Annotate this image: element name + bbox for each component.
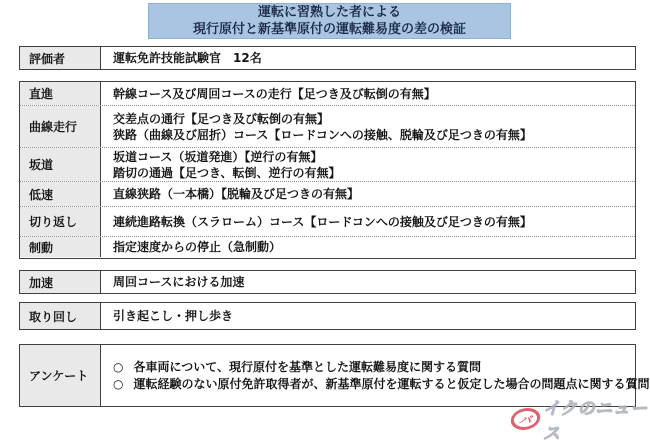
table-row-straight xyxy=(20,82,635,105)
row-content xyxy=(101,303,635,329)
course-evaluation-table xyxy=(19,81,636,259)
table-row-slope xyxy=(20,147,635,181)
survey-item-text: 各車両について、現行原付を基準とした運転難易度に関する質問 xyxy=(133,359,482,374)
row-line: 狭路（曲線及び屈折）コース【ロードコンへの接触、脱輪及び足つきの有無】 xyxy=(113,127,532,142)
bike-news-logo-icon xyxy=(509,408,543,430)
row-label: 取り回し xyxy=(20,303,101,329)
row-line: 連続進路転換（スラローム）コース【ロードコンへの接触及び足つきの有無】 xyxy=(113,214,532,229)
row-content xyxy=(101,106,635,147)
survey-label: アンケート xyxy=(20,345,101,406)
watermark-text: イクのニュース xyxy=(543,399,648,444)
row-content xyxy=(101,271,635,293)
row-line: 指定速度からの停止（急制動） xyxy=(113,240,282,254)
row-label: 加速 xyxy=(20,271,101,293)
table-row-turnback xyxy=(20,206,635,236)
row-line: 引き起こし・押し歩き xyxy=(113,309,234,323)
circle-bullet-icon: ○ xyxy=(113,359,124,374)
evaluator-value: 運転免許技能試験官 12名 xyxy=(113,51,262,65)
row-label: 切り返し xyxy=(20,207,101,236)
row-content xyxy=(101,237,635,257)
table-row-braking xyxy=(20,236,635,257)
row-line: 直線狭路（一本橋）【脱輪及び足つきの有無】 xyxy=(113,187,360,201)
row-line: 交差点の通行【足つき及び転倒の有無】 xyxy=(113,111,330,126)
title-line-1: 運転に習熟した者による xyxy=(257,5,401,20)
row-label: 直進 xyxy=(20,82,101,105)
row-content xyxy=(101,182,635,206)
row-line: 幹線コース及び周回コースの走行【足つき及び転倒の有無】 xyxy=(113,86,436,101)
row-label: 曲線走行 xyxy=(20,106,101,147)
row-line: 坂道コース（坂道発進）【逆行の有無】 xyxy=(113,149,323,164)
row-line: 踏切の通過【足つき、転倒、逆行の有無】 xyxy=(113,165,341,180)
row-content xyxy=(101,207,635,236)
evaluator-section xyxy=(19,46,636,70)
title-banner xyxy=(148,3,511,39)
row-label: 制動 xyxy=(20,237,101,257)
evaluator-label: 評価者 xyxy=(20,47,101,69)
survey-item-text: 運転経験のない原付免許取得者が、新基準原付を運転すると仮定した場合の問題点に関する質問 xyxy=(133,376,650,391)
survey-item xyxy=(113,359,650,376)
table-row-lowspeed xyxy=(20,181,635,206)
row-content xyxy=(101,148,635,181)
logo-mark-character: バ xyxy=(517,412,533,427)
table-row xyxy=(20,303,635,329)
table-row xyxy=(20,271,635,293)
survey-item xyxy=(113,376,650,393)
evaluator-cell xyxy=(101,47,635,69)
acceleration-section xyxy=(19,270,636,294)
row-content xyxy=(101,82,635,105)
circle-bullet-icon: ○ xyxy=(113,376,124,391)
table-row xyxy=(20,47,635,69)
row-label: 坂道 xyxy=(20,148,101,181)
table-row-curve xyxy=(20,105,635,147)
row-line: 周回コースにおける加速 xyxy=(113,275,245,289)
site-watermark xyxy=(511,399,650,444)
title-line-2: 現行原付と新基準原付の運転難易度の差の検証 xyxy=(192,22,466,37)
handling-section xyxy=(19,302,636,330)
row-label: 低速 xyxy=(20,182,101,206)
